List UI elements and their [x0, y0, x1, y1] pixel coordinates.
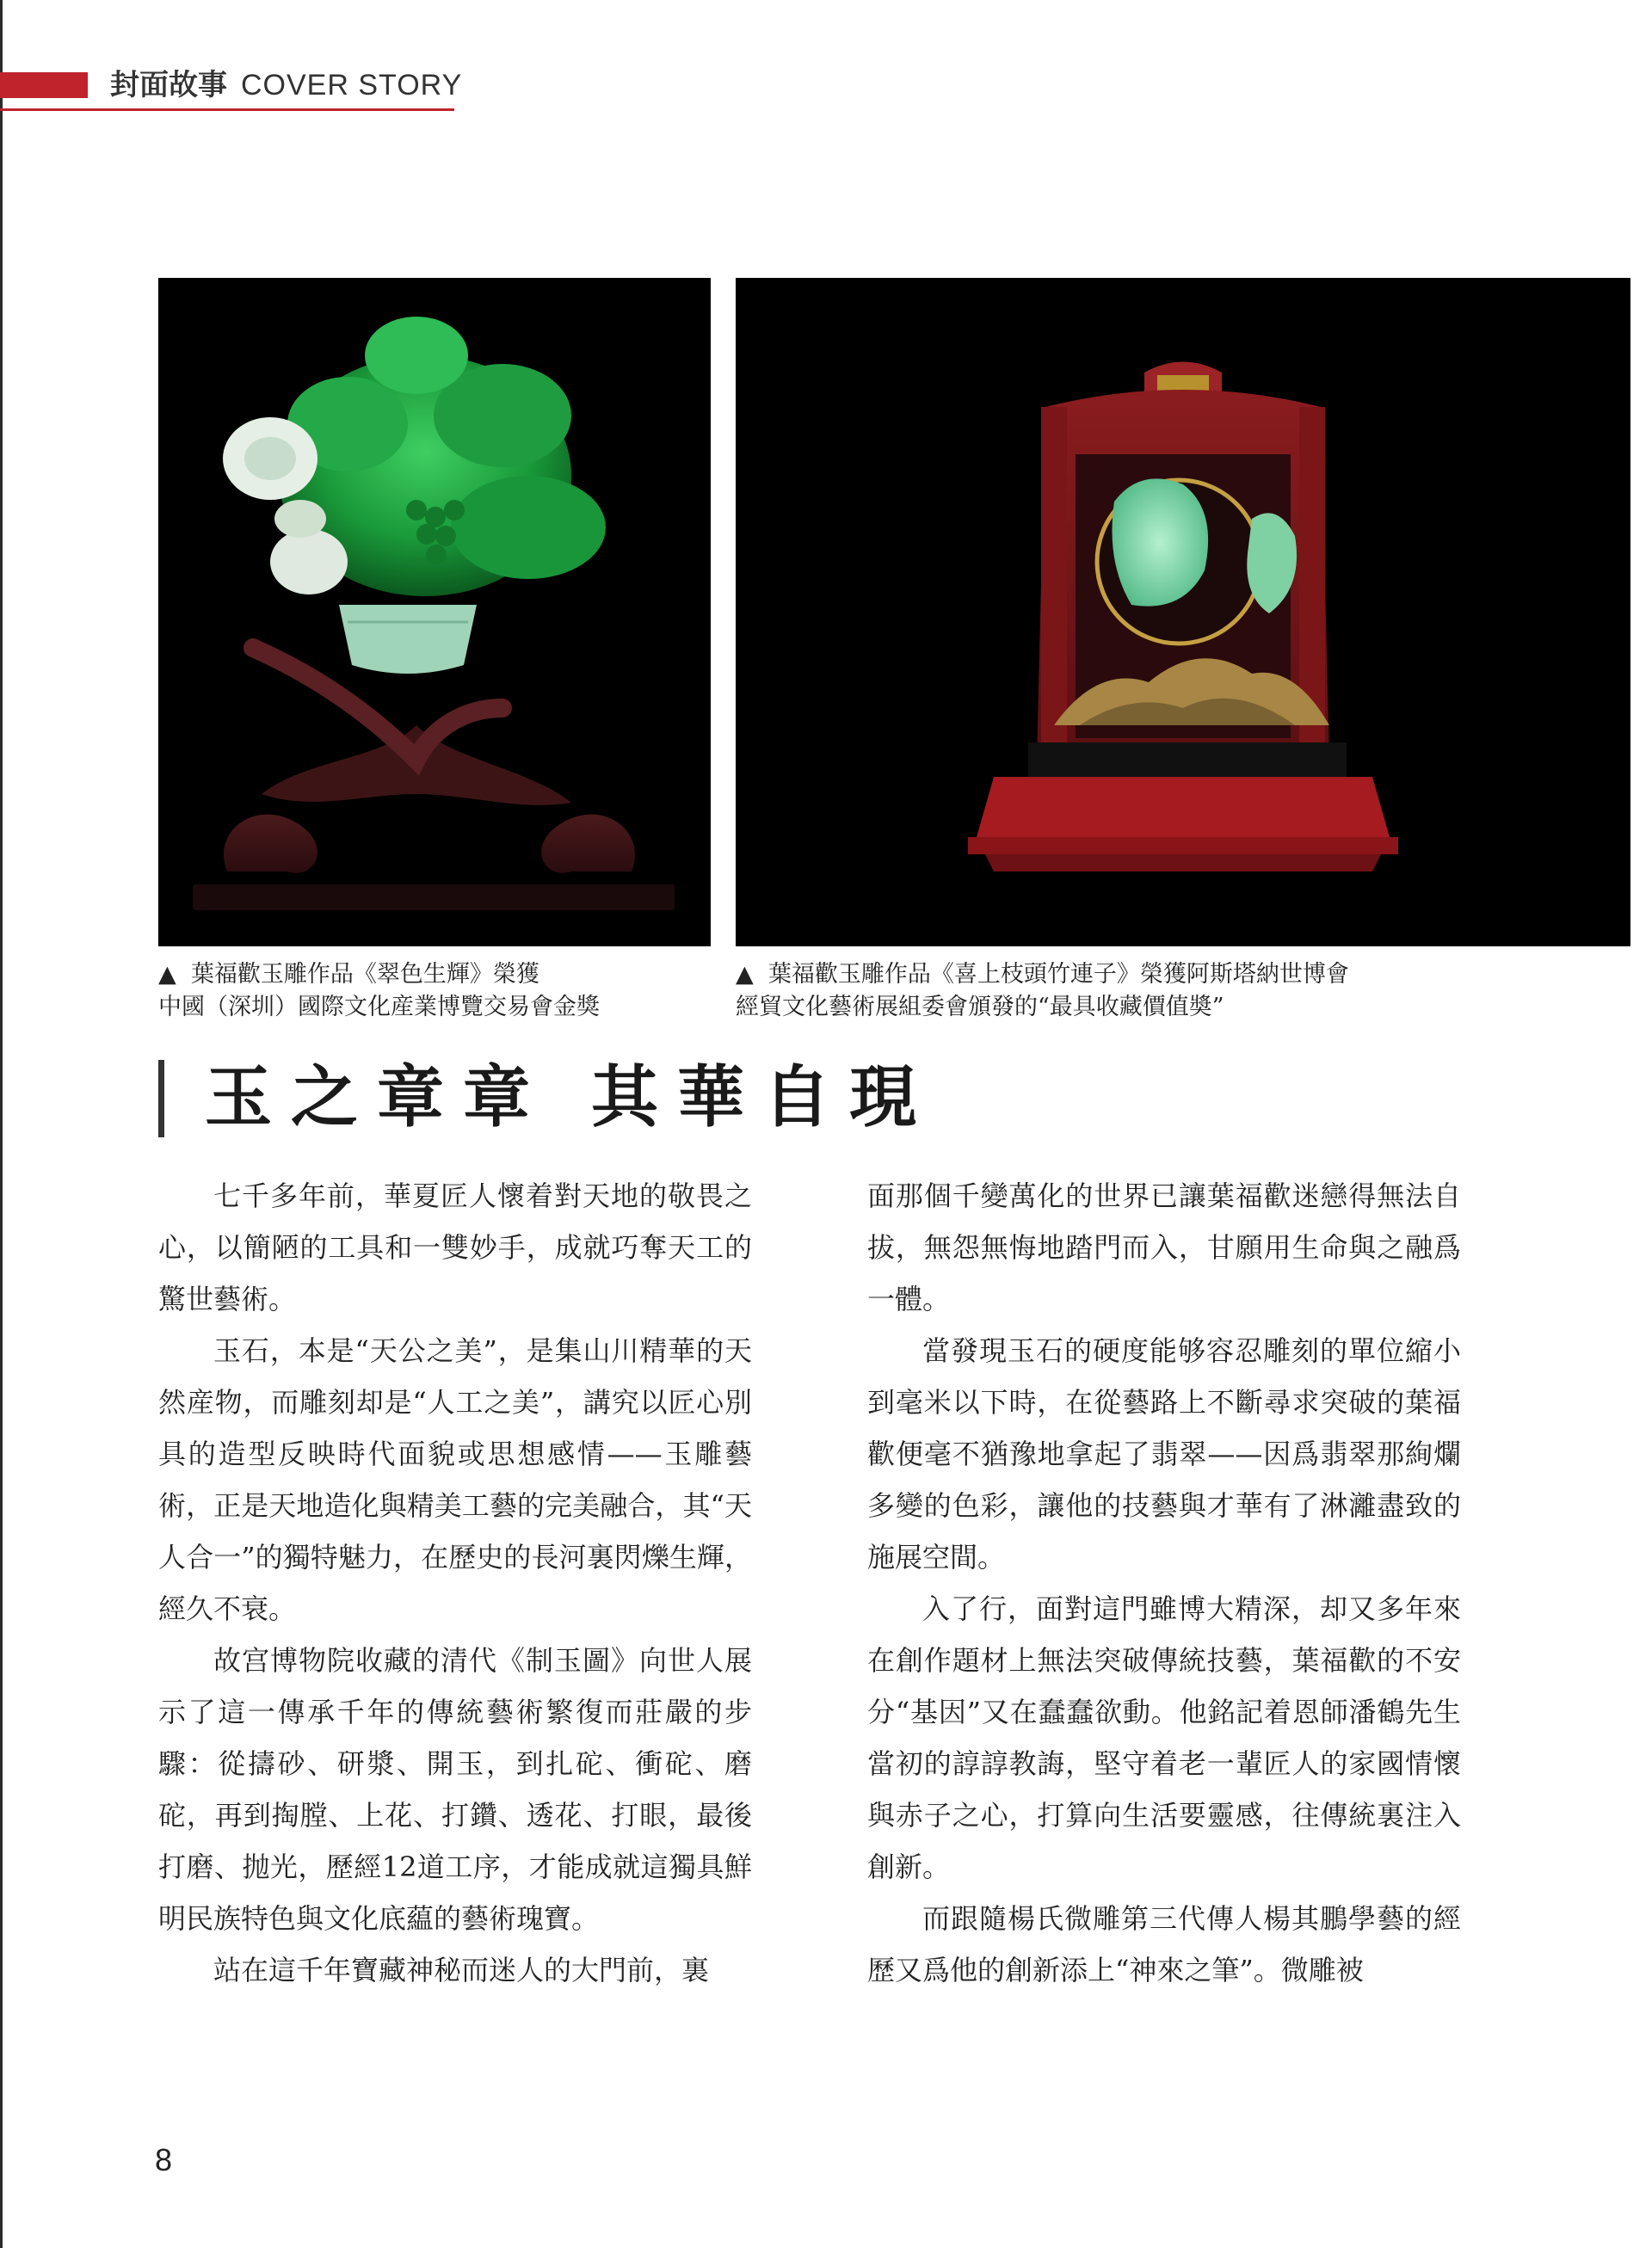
article-title: 玉之章章 其華自現 — [205, 1058, 936, 1136]
jade-flower-basket-image — [158, 278, 711, 946]
photo-caption-2 — [736, 958, 1349, 1024]
section-header — [110, 67, 462, 103]
page-edge-line — [0, 0, 3, 2248]
header-accent-bar — [0, 72, 88, 98]
jade-screen-image — [736, 278, 1630, 946]
caption-marker-icon: ▲ — [736, 961, 754, 988]
caption-1-line-2: 中國（深圳）國際文化産業博覽交易會金獎 — [158, 994, 600, 1020]
caption-2-line-1: 葉福歡玉雕作品《喜上枝頭竹連子》榮獲阿斯塔納世博會 — [767, 961, 1349, 988]
caption-marker-icon: ▲ — [158, 961, 176, 988]
page-number: 8 — [155, 2142, 173, 2177]
paragraph: 入了行，面對這門雖博大精深，却又多年來在創作題材上無法突破傳統技藝，葉福歡的不安分“基因”又在蠢蠢欲動。他銘記着恩師潘鶴先生當初的諄諄教誨，堅守着老一輩匠人的家國情懷與赤子之心，打算向生活要靈感，往傳統裏注入創新。 — [867, 1592, 1461, 1883]
caption-2-line-2: 經貿文化藝術展組委會頒發的“最具收藏價值奬” — [736, 994, 1224, 1020]
paragraph: 當發現玉石的硬度能够容忍雕刻的單位縮小到毫米以下時，在從藝路上不斷尋求突破的葉福歡便毫不猶豫地拿起了翡翠——因爲翡翠那絢爛多變的色彩，讓他的技藝與才華有了淋灕盡致的施展空間。 — [867, 1334, 1461, 1574]
section-header-cn: 封面故事 — [110, 68, 227, 102]
paragraph: 面那個千變萬化的世界已讓葉福歡迷戀得無法自拔，無怨無悔地踏門而入，甘願用生命與之融爲一體。 — [867, 1179, 1461, 1315]
article-column-2 — [867, 1170, 1461, 1996]
caption-1-line-1: 葉福歡玉雕作品《翠色生輝》榮獲 — [190, 961, 539, 988]
paragraph: 七千多年前，華夏匠人懷着對天地的敬畏之心，以簡陋的工具和一雙妙手，成就巧奪天工的驚世藝術。 — [158, 1179, 752, 1315]
title-accent-bar — [158, 1060, 164, 1137]
paragraph: 玉石，本是“天公之美”，是集山川精華的天然産物，而雕刻却是“人工之美”，講究以匠心別具的造型反映時代面貌或思想感情——玉雕藝術，正是天地造化與精美工藝的完美融合，其“天人合一”的獨特魅力，在歷史的長河裏閃爍生輝，經久不衰。 — [158, 1334, 752, 1625]
header-underline — [0, 108, 454, 111]
paragraph: 站在這千年寶藏神秘而迷人的大門前，裏 — [213, 1954, 710, 1986]
paragraph: 故宫博物院收藏的清代《制玉圖》向世人展示了這一傳承千年的傳統藝術繁復而莊嚴的步驟：從擣砂、研漿、開玉，到扎砣、衝砣、磨砣，再到掏膛、上花、打鑽、透花、打眼，最後打磨、抛光，歷經12道工序，才能成就這獨具鮮明民族特色與文化底藴的藝術瑰寶。 — [158, 1644, 752, 1935]
paragraph: 而跟隨楊氏微雕第三代傳人楊其鵬學藝的經歷又爲他的創新添上“神來之筆”。微雕被 — [867, 1902, 1461, 1986]
section-header-en: COVER STORY — [241, 69, 463, 102]
article-column-1 — [158, 1170, 752, 1996]
photo-caption-1 — [158, 958, 600, 1024]
